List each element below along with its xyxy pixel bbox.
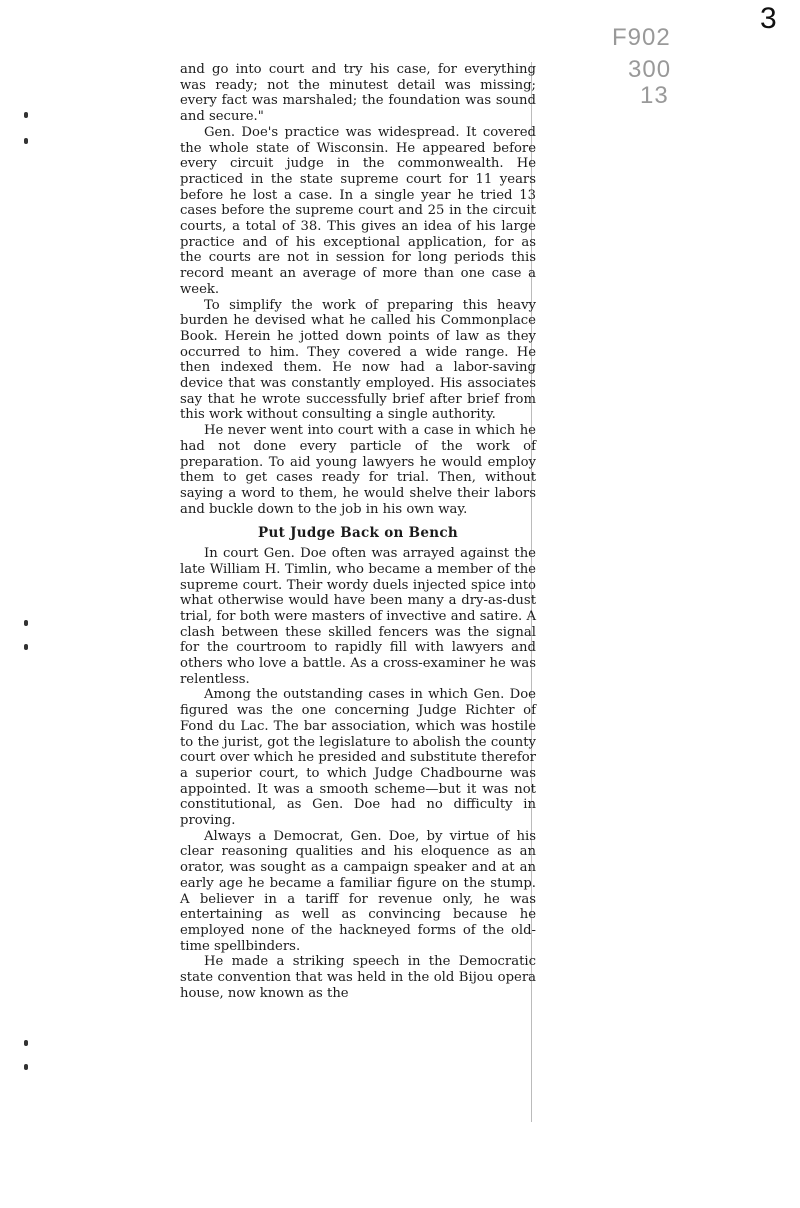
- paragraph: In court Gen. Doe often was arrayed against the late William H. Timlin, who became a member of the supreme court. Their wordy duels injected spice into what otherwise would have been many a dry-as-dust trial, for both were masters of invective and satire. A clash between these skilled fencers was the signal for the courtroom to rapidly fill with lawyers and others who love a battle. As a cross-examiner he was relentless.: [180, 546, 536, 687]
- paragraph: He never went into court with a case in which he had not done every particle of the work of preparation. To aid young lawyers he would employ them to get cases ready for trial. Then, without saying a word to them, he would shelve their labors and buckle down to the job in his own way.: [180, 423, 536, 517]
- paragraph: To simplify the work of preparing this heavy burden he devised what he called his Commonplace Book. Herein he jotted down points of law as they occurred to him. They covered a wide range. He then indexed them. He now had a labor-saving device that was constantly employed. His associates say that he wrote successfully brief after brief from this work without consulting a single authority.: [180, 297, 536, 423]
- pencil-note-2: 300: [628, 56, 672, 83]
- paragraph: Among the outstanding cases in which Gen. Doe figured was the one concerning Judge Richter of Fond du Lac. The bar association, which was hostile to the jurist, got the legislature to abolish the county court over which he presided and substitute therefor a superior court, to which Judge Chadbourne was appointed. It was a smooth scheme—but it was not constitutional, as Gen. Doe had no difficulty in proving.: [180, 687, 536, 829]
- binder-hole: [24, 1040, 28, 1046]
- pencil-note-1: F902: [612, 24, 671, 51]
- article-column: [180, 62, 536, 1001]
- subhead: Put Judge Back on Bench: [258, 525, 458, 542]
- binder-hole: [24, 644, 28, 650]
- pencil-note-3: 13: [640, 82, 669, 109]
- paragraph: He made a striking speech in the Democratic state convention that was held in the old Bijou opera house, now known as the: [180, 954, 536, 1001]
- binder-hole: [24, 112, 28, 118]
- paragraph: Gen. Doe's practice was widespread. It covered the whole state of Wisconsin. He appeared before every circuit judge in the commonwealth. He practiced in the state supreme court for 11 years before he lost a case. In a single year he tried 13 cases before the supreme court and 25 in the circuit courts, a total of 38. This gives an idea of his large practice and of his exceptional application, for as the courts are not in session for long periods this record meant an average of more than one case a week.: [180, 124, 536, 297]
- binder-hole: [24, 620, 28, 626]
- binder-hole: [24, 1064, 28, 1070]
- paragraph: and go into court and try his case, for everything was ready; not the minutest detail was missing; every fact was marshaled; the foundation was sound and secure.": [180, 62, 536, 125]
- binder-hole: [24, 138, 28, 144]
- page-number: 3: [760, 2, 777, 35]
- paragraph: Always a Democrat, Gen. Doe, by virtue of his clear reasoning qualities and his eloquence as an orator, was sought as a campaign speaker and at an early age he became a familiar figure on the stump. A believer in a tariff for revenue only, he was entertaining as well as convincing because he employed none of the hackneyed forms of the old-time spellbinders.: [180, 828, 536, 954]
